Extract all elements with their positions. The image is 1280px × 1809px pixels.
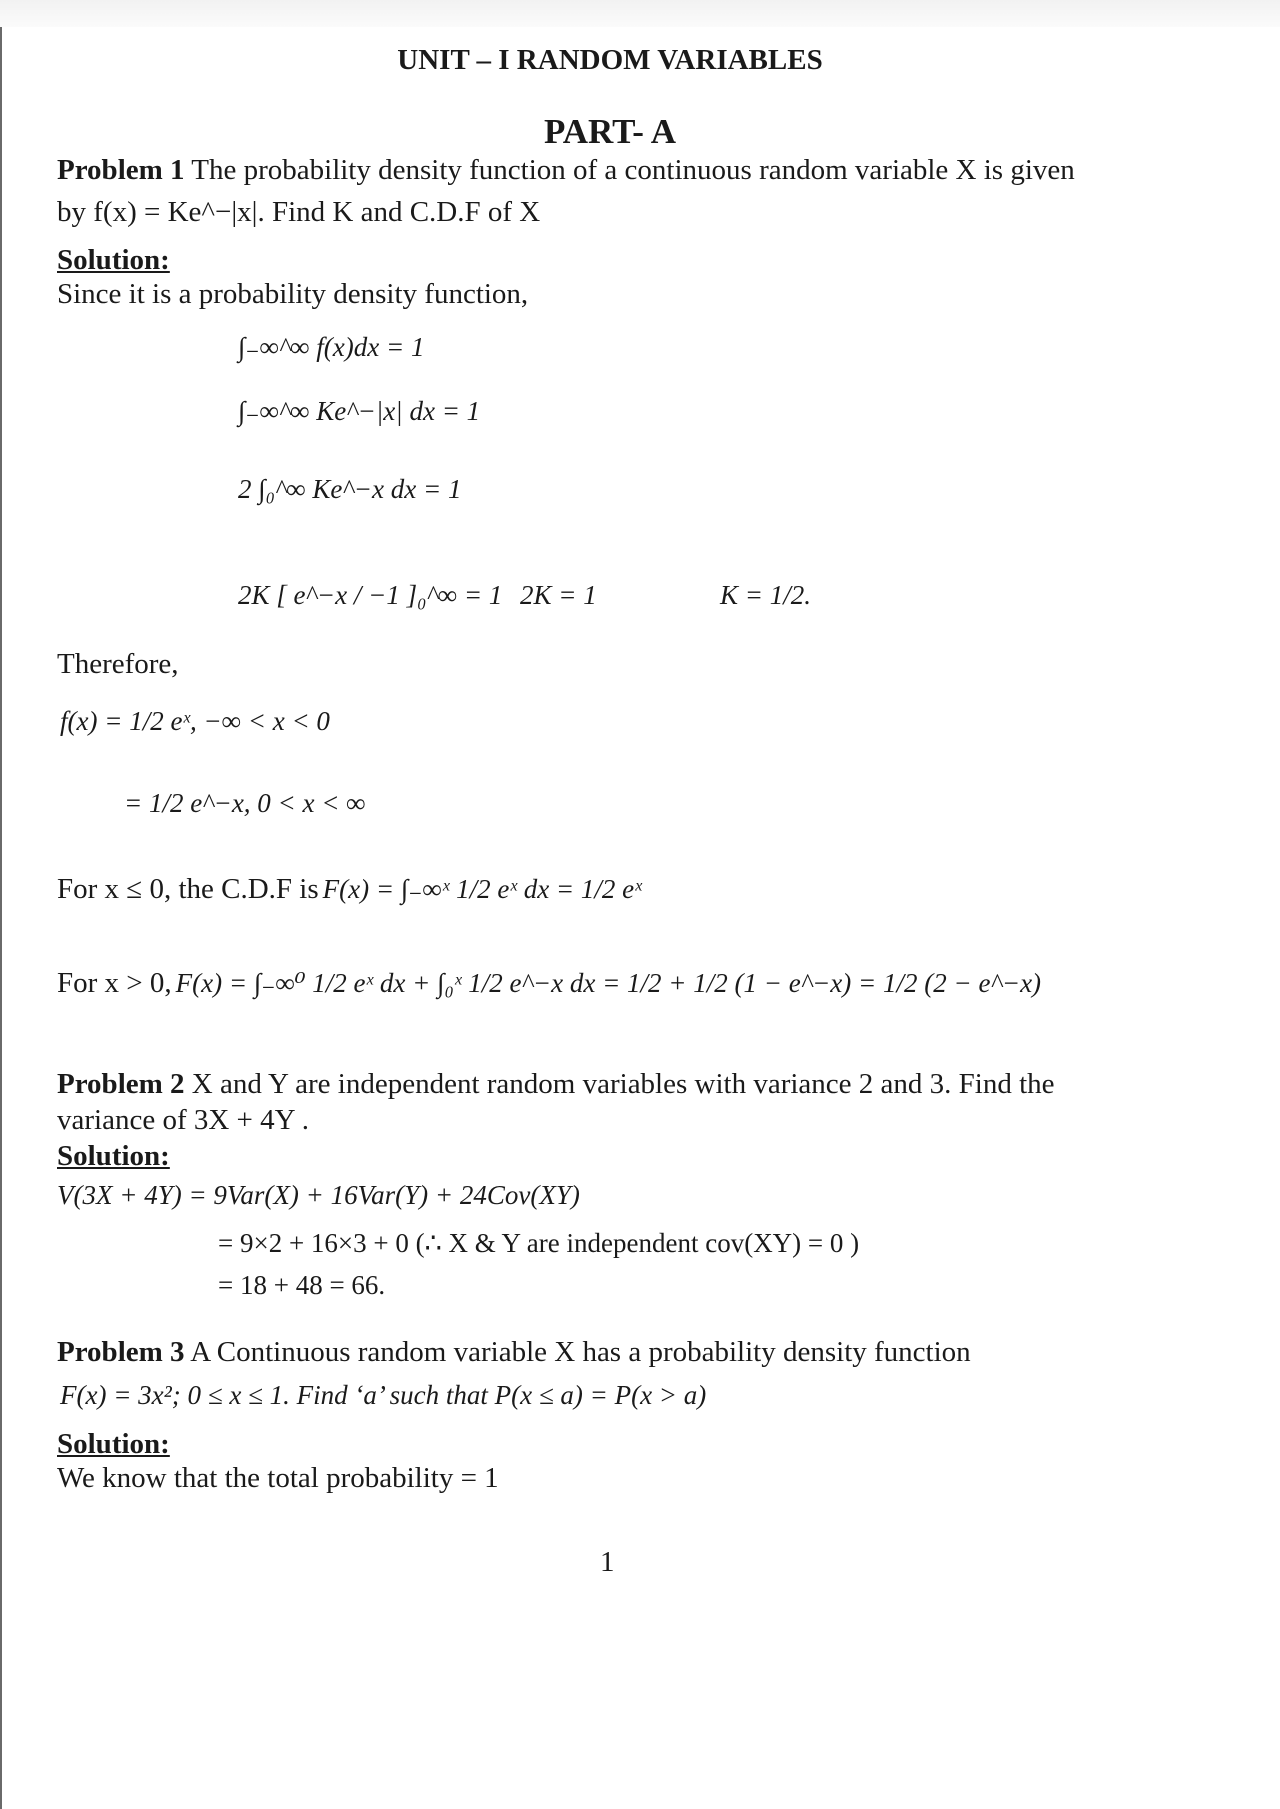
cdf-line-1 (57, 873, 642, 906)
problem-1-line-1 (57, 154, 1075, 187)
problem-3-line-2: F(x) = 3x²; 0 ≤ x ≤ 1. Find ‘a’ such that P(x ≤ a) = P(x > a) (60, 1380, 707, 1410)
problem-1-label: Problem 1 (57, 154, 185, 186)
cdf-1-equation: F(x) = ∫₋∞ˣ 1/2 eˣ dx = 1/2 eˣ (322, 874, 642, 904)
equation-step-1: ∫₋∞^∞ f(x)dx = 1 (238, 332, 425, 362)
problem-2-line-2: variance of 3X + 4Y . (57, 1104, 310, 1136)
unit-title: UNIT – I RANDOM VARIABLES (397, 44, 823, 76)
cdf-2-text: For x > 0, (57, 967, 172, 999)
therefore-text: Therefore, (57, 648, 179, 680)
problem-2-label: Problem 2 (57, 1068, 185, 1100)
problem-3-label: Problem 3 (57, 1336, 185, 1368)
problem-3-solution-label: Solution: (57, 1428, 170, 1460)
variance-eq-1: V(3X + 4Y) = 9Var(X) + 16Var(Y) + 24Cov(XY) (57, 1180, 580, 1210)
page-number: 1 (600, 1546, 615, 1578)
problem-2-solution-label: Solution: (57, 1140, 170, 1172)
cdf-line-2 (57, 967, 1041, 1000)
problem-1-text: The probability density function of a continuous random variable X is given (191, 154, 1075, 186)
page-left-edge (0, 27, 2, 1809)
part-title: PART- A (544, 112, 676, 151)
equation-step-4a: 2K [ e^−x / −1 ]₀^∞ = 1 (238, 580, 503, 610)
problem-1-solution-label: Solution: (57, 244, 170, 276)
problem-3-line-1 (57, 1336, 971, 1369)
problem-1-line-2: by f(x) = Ke^−|x|. Find K and C.D.F of X (57, 196, 541, 228)
viewer-top-bar (0, 0, 1280, 27)
cdf-2-equation: F(x) = ∫₋∞⁰ 1/2 eˣ dx + ∫₀ˣ 1/2 e^−x dx = 1/2 + 1/2 (1 − e^−x) = 1/2 (2 − e^−x) (175, 968, 1042, 998)
variance-eq-3: = 18 + 48 = 66. (218, 1270, 386, 1300)
problem-3-text: A Continuous random variable X has a probability density function (190, 1336, 971, 1368)
problem-3-line-3: We know that the total probability = 1 (57, 1462, 499, 1494)
variance-eq-2: = 9×2 + 16×3 + 0 (∴ X & Y are independent cov(XY) = 0 ) (218, 1228, 860, 1258)
problem-1-intro: Since it is a probability density function, (57, 278, 529, 310)
cdf-1-text: For x ≤ 0, the C.D.F is (57, 873, 319, 905)
problem-2-line-1 (57, 1068, 1055, 1101)
equation-step-4b: 2K = 1 (520, 580, 597, 610)
pdf-case-2: = 1/2 e^−x, 0 < x < ∞ (124, 788, 366, 818)
pdf-case-1: f(x) = 1/2 eˣ, −∞ < x < 0 (60, 706, 330, 736)
equation-step-2: ∫₋∞^∞ Ke^−|x| dx = 1 (238, 396, 481, 426)
equation-step-4c: K = 1/2. (720, 580, 811, 610)
equation-step-3: 2 ∫₀^∞ Ke^−x dx = 1 (238, 474, 462, 504)
problem-2-text: X and Y are independent random variables with variance 2 and 3. Find the (191, 1068, 1055, 1100)
